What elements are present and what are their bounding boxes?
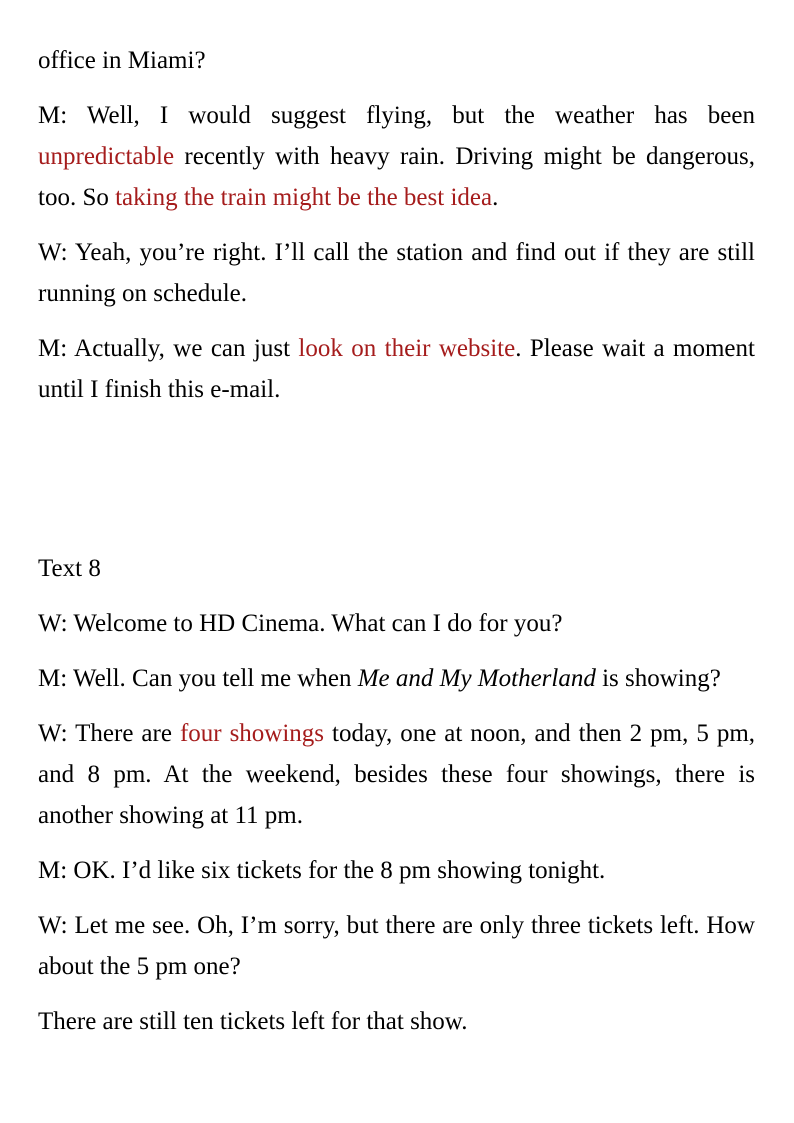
paragraph: W: Welcome to HD Cinema. What can I do for you? [38,610,563,637]
text-run: . Please wait a moment until I finish this e-mail. [38,335,755,403]
spacer [38,424,755,548]
highlighted-text: four showings [179,720,325,747]
text-run: M: Actually, we can just [38,335,299,362]
paragraph: M: OK. I’d like six tickets for the 8 pm showing tonight. [38,857,606,884]
text-run: is showing? [595,665,721,692]
paragraph: W: Let me see. Oh, I’m sorry, but there are only three tickets left. How about the 5 pm one? [38,912,755,980]
paragraph [38,328,755,410]
paragraph: office in Miami? [38,47,206,74]
text-run: M: Well, I would suggest flying, but the weather has been [38,102,755,129]
paragraph [38,713,755,836]
highlighted-text: taking the train might be the best idea [115,184,493,211]
movie-title: Me and My Motherland [357,665,596,692]
text-run: W: There are [38,720,180,747]
highlighted-text: look on their website [298,335,516,362]
paragraph: W: Yeah, you’re right. I’ll call the station and find out if they are still running on schedule. [38,239,755,307]
highlighted-text: unpredictable [38,143,175,170]
text-run: today, one at noon, and then 2 pm, 5 pm, and 8 pm. At the weekend, besides these four showings, there is another showing at 11 pm. [38,720,756,829]
text-run: . [492,184,499,211]
section-heading: Text 8 [38,555,101,582]
paragraph: There are still ten tickets left for that show. [38,1008,468,1035]
paragraph [38,658,755,699]
text-run: recently with heavy rain. Driving might be dangerous, too. So [38,143,755,211]
paragraph [38,95,755,218]
text-run: M: Well. Can you tell me when [38,665,358,692]
document-page [38,40,755,1056]
